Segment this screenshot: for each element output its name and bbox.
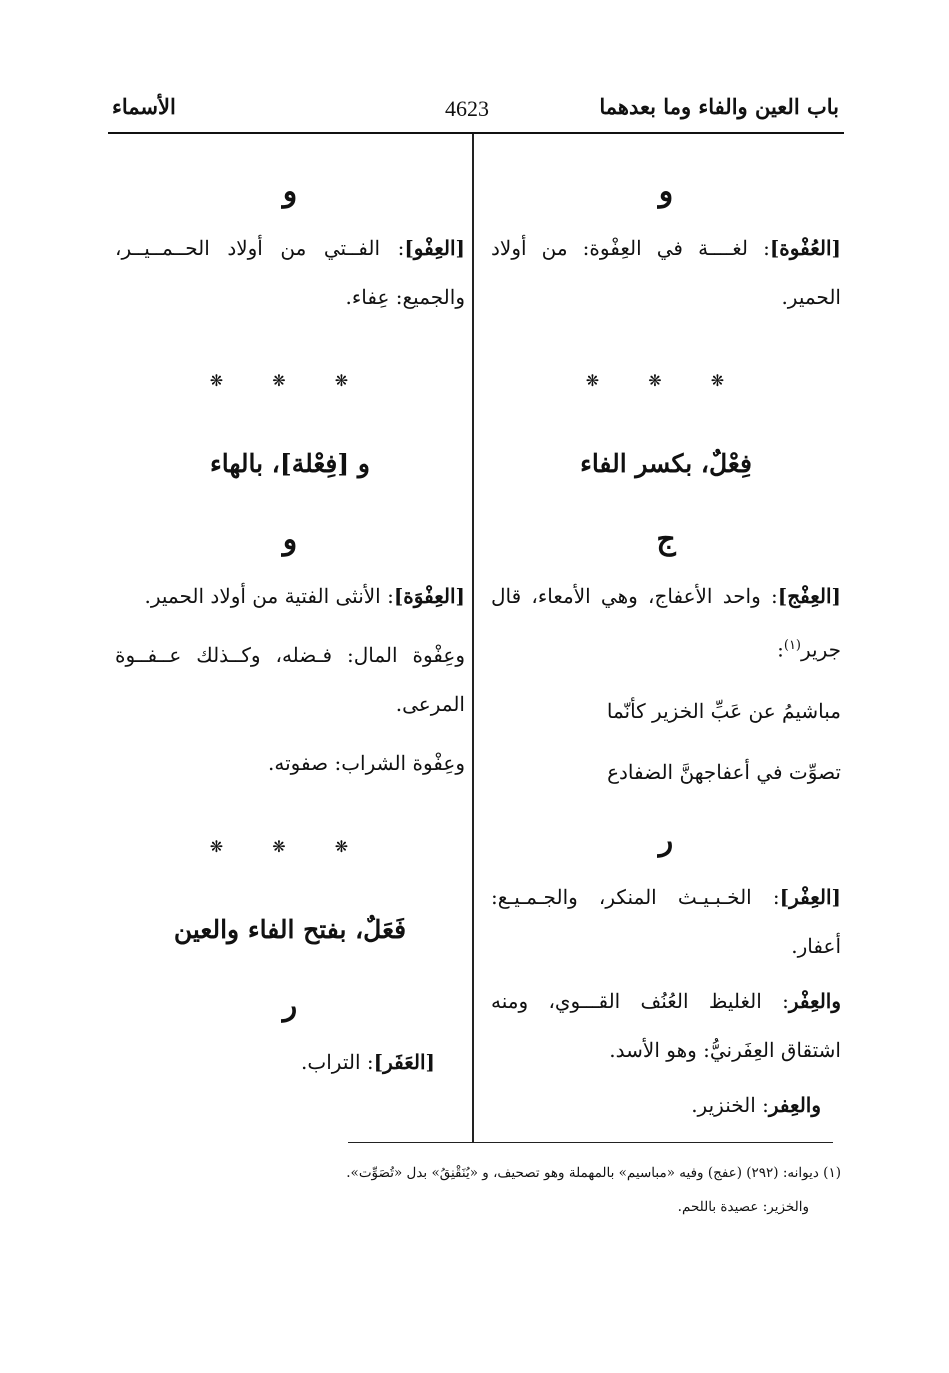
- entry-text: : الخنزير.: [691, 1092, 769, 1117]
- entry-text: : الخـبـيـث المنكر، والجـمـيـع: أعفار.: [491, 884, 841, 958]
- section-heading: فَعَلٌ، بفتح الفاء والعين: [173, 915, 407, 944]
- entry-keyword: والعِفْر: [788, 988, 841, 1013]
- entry-paragraph: [115, 572, 465, 621]
- entry-paragraph: وعِفْوة المال: فـضله، وكــذلك عــفــوة المرعى.: [115, 643, 465, 716]
- left-column: [115, 150, 465, 1087]
- entry-text: : الفــتي من أولاد الحــمــيــر، والجميع: عِفاء.: [115, 236, 465, 309]
- entry-text: : الغليظ العُنُف القـــوي، ومنه اشتقاق العِفَرنيُّ: وهو الأسد.: [491, 988, 841, 1062]
- entry-keyword: [العِفْر]: [779, 884, 841, 909]
- column-divider: [472, 134, 474, 1142]
- entry-paragraph: وعِفْوة الشراب: صفوته.: [268, 751, 465, 775]
- entry-text-end: :: [777, 637, 784, 662]
- header-rule: [108, 132, 844, 134]
- entry-keyword: [العِفْوَة]: [393, 584, 465, 608]
- entry-keyword: والعِفر: [768, 1092, 821, 1117]
- chapter-title: باب العين والفاء وما بعدهما: [599, 94, 839, 119]
- letter-heading: ر: [658, 822, 674, 858]
- entry-keyword: [العِفْو]: [404, 236, 465, 260]
- entry-paragraph: [491, 873, 841, 971]
- entry-text: : التراب.: [301, 1050, 374, 1074]
- section-separator: ❋ ❋ ❋: [209, 837, 371, 856]
- footnote-ref: (١): [783, 638, 801, 653]
- section-heading: و [فِعْلة]، بالهاء: [210, 449, 370, 478]
- entry-text: : واحد الأعفاج، وهي الأمعاء، قال جرير: [491, 584, 841, 662]
- section-separator: ❋ ❋ ❋: [585, 371, 747, 390]
- footnote-rule: [348, 1142, 833, 1143]
- entry-paragraph: [491, 224, 841, 322]
- entry-keyword: [العُفْوة]: [769, 236, 841, 260]
- section-title: الأسماء: [112, 94, 176, 119]
- entry-keyword: [العَفَر]: [373, 1050, 435, 1074]
- letter-heading: ج: [656, 522, 676, 557]
- entry-keyword: [العِفْج]: [777, 584, 841, 608]
- footnote: والخزير: عصيدة باللحم.: [677, 1199, 809, 1215]
- poem-verse: تصوِّت في أعفاجهنَّ الضفادع: [607, 759, 841, 784]
- section-heading: فِعْلٌ، بكسر الفاء: [580, 449, 752, 478]
- section-separator: ❋ ❋ ❋: [209, 371, 371, 390]
- letter-heading: و: [282, 522, 298, 557]
- right-column: [491, 150, 841, 1130]
- entry-paragraph: [491, 977, 841, 1075]
- footnote: (١) ديوانه: (٢٩٢) (عفج) وفيه «مباسيم» بالمهملة وهو تصحيف، و «يُنَقْنِقُ» بدل «تُصَوِّت».: [346, 1165, 841, 1181]
- page-number: 4623: [445, 96, 489, 121]
- entry-text: : الأنثى الفتية من أولاد الحمير.: [144, 584, 394, 608]
- entry-paragraph: [491, 572, 841, 675]
- letter-heading: و: [282, 174, 298, 209]
- poem-verse: مباشيمُ عن عَبِّ الخزير كأنّما: [606, 698, 841, 723]
- letter-heading: ر: [282, 988, 298, 1023]
- letter-heading: و: [658, 174, 674, 209]
- entry-paragraph: [115, 224, 465, 322]
- entry-text: : لغــــة في العِفْوة: من أولاد الحمير.: [491, 236, 841, 309]
- entry-paragraph: [491, 1081, 841, 1130]
- entry-paragraph: [115, 1038, 465, 1087]
